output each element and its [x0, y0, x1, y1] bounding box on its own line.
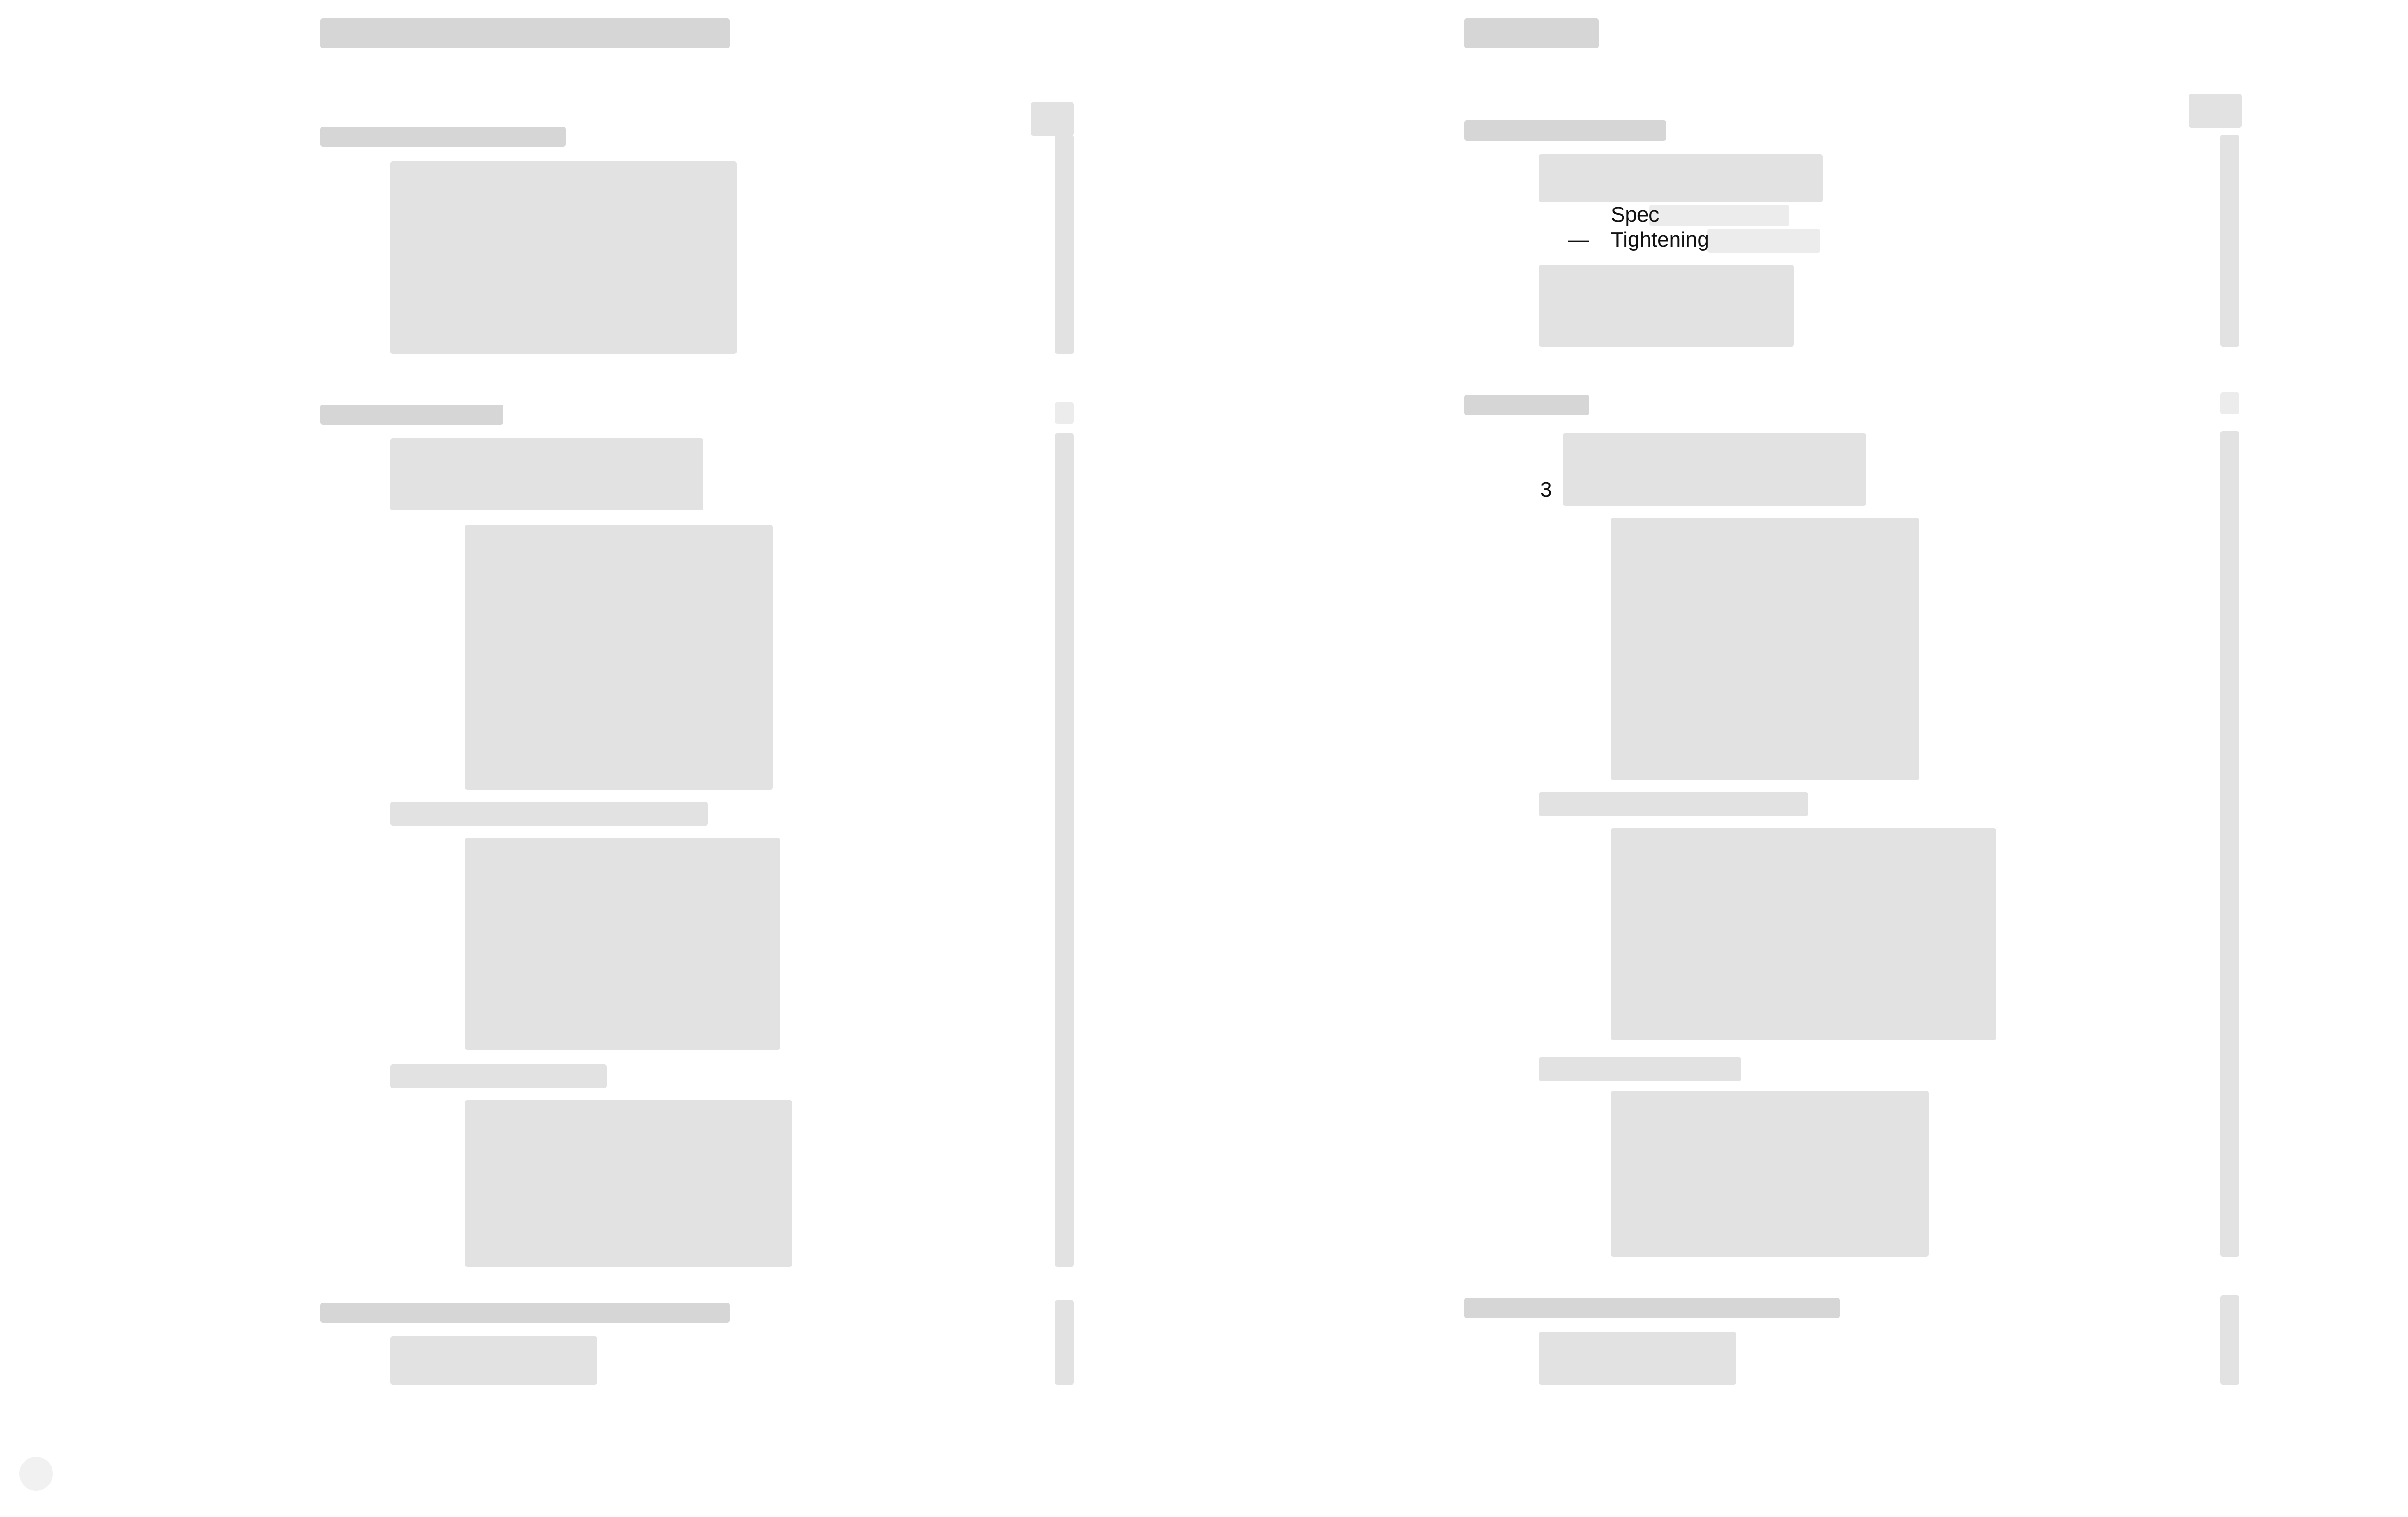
page-number-column — [2220, 1295, 2239, 1385]
toc-list — [1611, 1091, 1929, 1257]
page-number-column — [1055, 433, 1074, 1267]
section-heading — [320, 1303, 730, 1323]
section-heading — [320, 405, 503, 425]
toc-list — [390, 438, 703, 510]
left-page-column-header — [1031, 102, 1074, 136]
section-heading — [1464, 120, 1666, 141]
toc-list — [465, 525, 773, 790]
toc-list — [390, 1336, 597, 1385]
page-number-column — [1055, 1300, 1074, 1385]
page-number — [1055, 402, 1074, 424]
page-number-column — [2220, 431, 2239, 1257]
page-number-column — [2220, 135, 2239, 347]
toc-item-number: 3 — [1540, 478, 1552, 501]
toc-list — [390, 161, 737, 354]
left-page-heading — [320, 18, 730, 48]
toc-list — [1539, 1332, 1736, 1385]
toc-list — [1563, 433, 1866, 506]
toc-list — [390, 802, 708, 826]
scan-artifact — [19, 1457, 53, 1491]
toc-list — [465, 1100, 792, 1267]
right-page-table-of-contents — [1226, 0, 2408, 1517]
toc-entry-partial — [1649, 205, 1789, 226]
toc-list — [390, 1064, 607, 1088]
toc-entry-partial — [1707, 229, 1820, 253]
toc-list — [1539, 1057, 1741, 1081]
section-heading — [1464, 395, 1589, 415]
toc-list — [1611, 518, 1919, 780]
page-number-column — [1055, 135, 1074, 354]
toc-item-dash: — — [1568, 228, 1589, 251]
toc-list — [1539, 792, 1808, 816]
toc-list — [1539, 265, 1794, 347]
toc-item-text-fragment: Tightening — [1611, 228, 1709, 251]
section-heading — [320, 127, 566, 147]
toc-list — [1611, 828, 1996, 1040]
toc-list — [1539, 154, 1823, 202]
page-number — [2220, 392, 2239, 414]
toc-list — [465, 838, 780, 1050]
toc-item-text-fragment: Spec — [1611, 203, 1660, 226]
section-heading — [1464, 1298, 1840, 1318]
right-page-heading — [1464, 18, 1599, 48]
right-page-column-header — [2189, 94, 2242, 128]
